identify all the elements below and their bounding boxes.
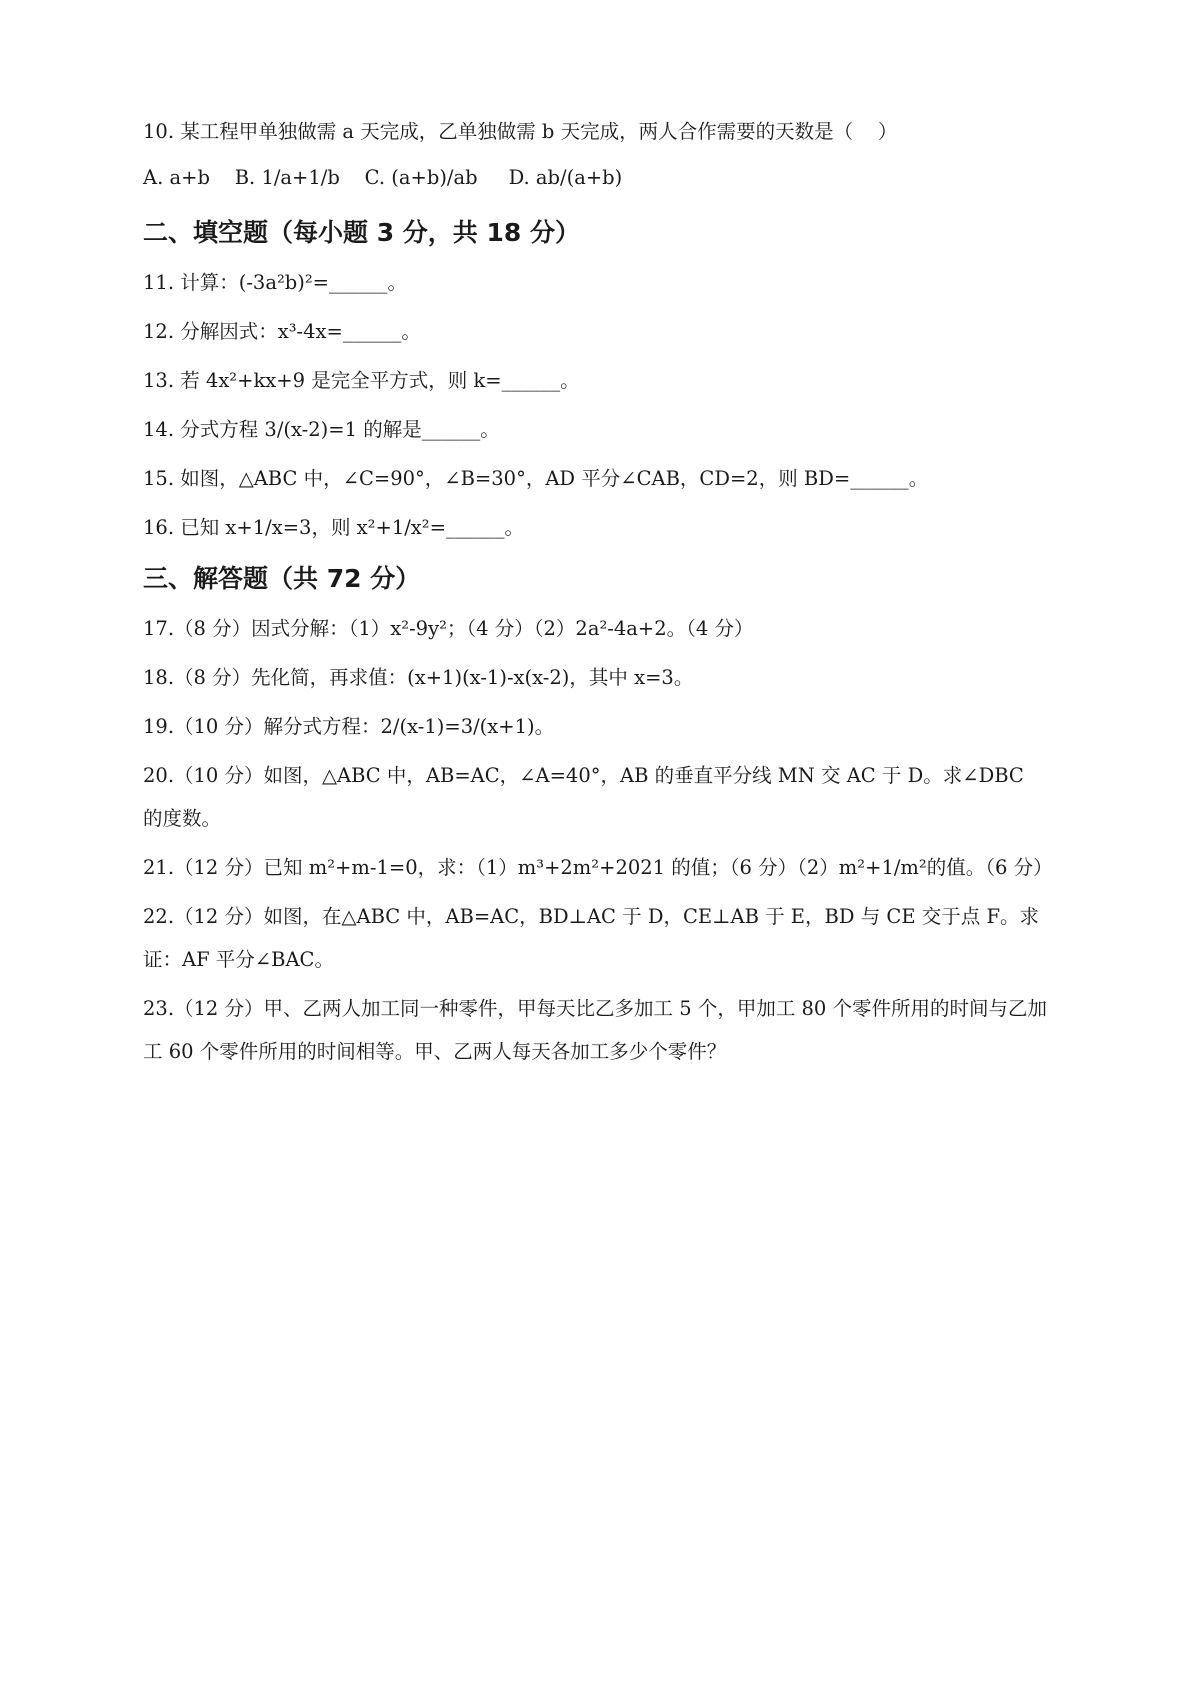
section-2-title: 二、填空题（每小题 3 分，共 18 分）	[143, 218, 581, 247]
question-16: 16. 已知 x+1/x=3，则 x²+1/x²=______。	[143, 516, 524, 539]
question-17: 17.（8 分）因式分解：（1）x²-9y²；（4 分）（2）2a²-4a+2。（4 分）	[143, 617, 754, 640]
question-21: 21.（12 分）已知 m²+m-1=0，求：（1）m³+2m²+2021 的值；（6 分）（2）m²+1/m²的值。（6 分）	[143, 856, 1053, 879]
section-3-title: 三、解答题（共 72 分）	[143, 564, 421, 593]
question-20: 20.（10 分）如图，△ABC 中，AB=AC，∠A=40°，AB 的垂直平分线 MN 交 AC 于 D。求∠DBC 的度数。	[143, 764, 1031, 830]
question-18: 18.（8 分）先化简，再求值：(x+1)(x-1)-x(x-2)，其中 x=3。	[143, 666, 694, 689]
question-23: 23.（12 分）甲、乙两人加工同一种零件，甲每天比乙多加工 5 个，甲加工 80 个零件所用的时间与乙加工 60 个零件所用的时间相等。甲、乙两人每天各加工多少个零件？	[143, 997, 1048, 1063]
question-15: 15. 如图，△ABC 中，∠C=90°，∠B=30°，AD 平分∠CAB，CD=2，则 BD=______。	[143, 467, 929, 490]
question-22: 22.（12 分）如图，在△ABC 中，AB=AC，BD⊥AC 于 D，CE⊥AB 于 E，BD 与 CE 交于点 F。求证：AF 平分∠BAC。	[143, 905, 1039, 971]
question-12: 12. 分解因式：x³-4x=______。	[143, 320, 421, 343]
question-11: 11. 计算：(-3a²b)²=______。	[143, 271, 408, 294]
question-10-stem: 10. 某工程甲单独做需 a 天完成，乙单独做需 b 天完成，两人合作需要的天数是（ ）	[143, 120, 898, 143]
question-10-options: A. a+b B. 1/a+1/b C. (a+b)/ab D. ab/(a+b)	[143, 166, 623, 189]
question-13: 13. 若 4x²+kx+9 是完全平方式，则 k=______。	[143, 369, 580, 392]
question-14: 14. 分式方程 3/(x-2)=1 的解是______。	[143, 418, 500, 441]
question-19: 19.（10 分）解分式方程：2/(x-1)=3/(x+1)。	[143, 715, 555, 738]
page-content	[143, 110, 1053, 1079]
